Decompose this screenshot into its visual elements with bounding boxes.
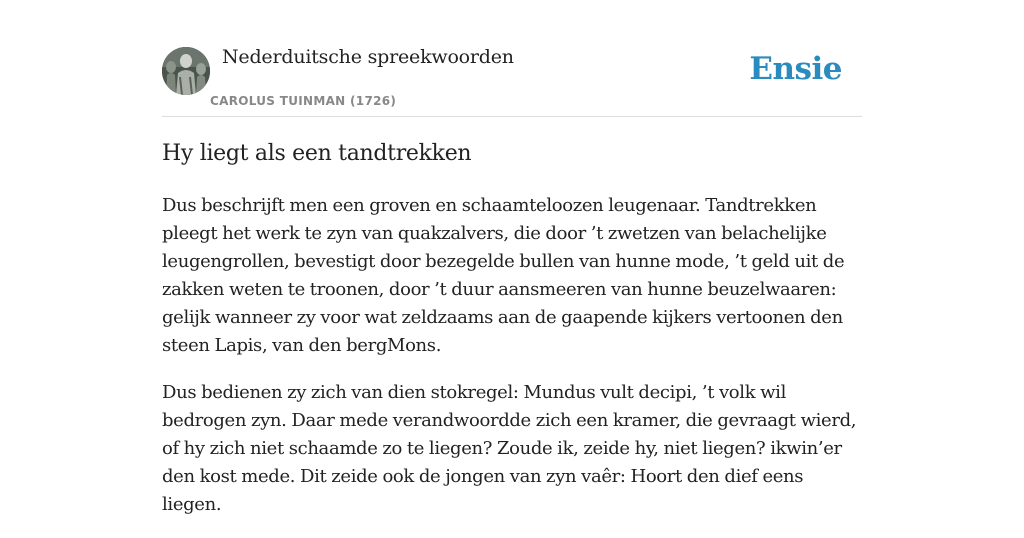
collection-avatar[interactable] <box>162 47 210 95</box>
entry-content <box>162 192 862 538</box>
entry-paragraph: Dus beschrijft men een groven en schaamteloozen leugenaar. Tandtrekken pleegt het werk te zyn van quakzalvers, die door ’t zwetzen van belachelijke leugengrollen, bevestigt door bezegelde bullen van hunne mode, ’t geld uit de zakken weten te troonen, door ’t duur aansmeeren van hunne beuzelwaaren: gelijk wanneer zy voor wat zeldzaams aan de gaapende kijkers vertoonen den steen Lapis, van den bergMons. <box>162 195 845 356</box>
entry-paragraph: Dus bedienen zy zich van dien stokregel: Mundus vult decipi, ’t volk wil bedrogen zyn. Daar mede verandwoordde zich een kramer, die gevraagt wierd, of hy zich niet schaamde zo te liegen? Zoude ik, zeide hy, niet liegen? ikwin’er den kost mede. Dit zeide ook de jongen van zyn vaêr: Hoort den dief eens liegen. <box>162 382 857 515</box>
statue-portrait-icon <box>162 47 210 95</box>
collection-header <box>162 0 862 117</box>
ensie-logo[interactable]: Ensie <box>749 51 842 87</box>
entry-title: Hy liegt als een tandtrekken <box>162 141 472 166</box>
author-label[interactable]: CAROLUS TUINMAN (1726) <box>210 94 397 108</box>
collection-title[interactable]: Nederduitsche spreekwoorden <box>222 46 514 68</box>
page-container <box>162 0 862 515</box>
